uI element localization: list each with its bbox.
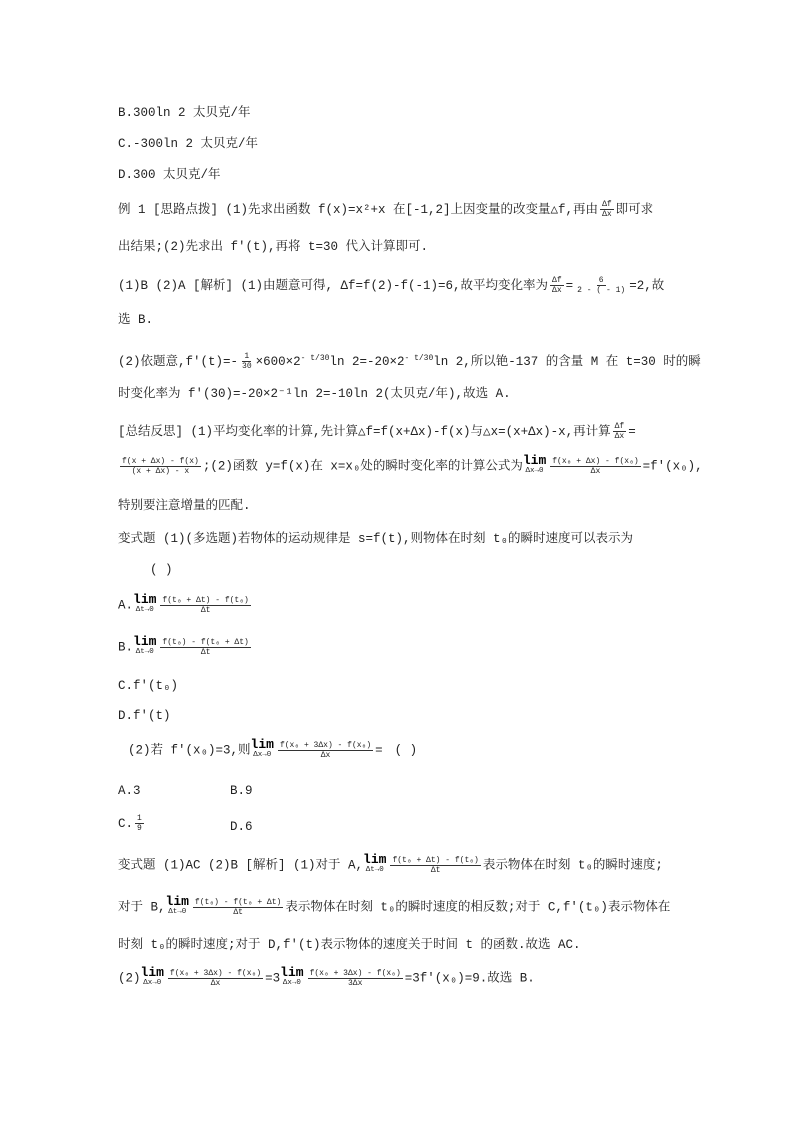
variant-answer-line2: 对于 B, lim Δt→0 $\frac{\text{f(t₀) - f(t₀ + Δt)}}{\Delta t}$ 表示物体在时刻 t₀的瞬时速度的相反数;对于 C,f'(t₀)表示物体在 xyxy=(118,894,671,917)
limit: lim Δt→0 xyxy=(165,894,189,916)
limit: lim Δx→0 xyxy=(522,453,547,475)
variant-question2: (2)若 f'(x₀)=3,则 lim Δx→0 $\frac{\text{f(x₀ + 3Δx) - f(x₀)}}{\Delta x}$ = ( ) xyxy=(128,737,418,760)
example1-solution-line1: (1)B (2)A [解析] (1)由题意可得, Δf=f(2)-f(-1)=6,故平均变化率为 $\frac{\Delta f}{\Delta x}$ = $\frac{6}{2 - ( - 1)}$ =2,故 xyxy=(118,276,665,295)
variant-question1: 变式题 (1)(多选题)若物体的运动规律是 s=f(t),则物体在时刻 t₀的瞬时速度可以表示为 xyxy=(118,532,634,546)
fraction: $\frac{\text{f(x₀ + 3Δx) - f(x₀)}}{\Delta x}$ xyxy=(279,740,372,760)
summary-line1: [总结反思] (1)平均变化率的计算,先计算△f=f(x+Δx)-f(x)与△x=(x+Δx)-x,再计算 $\frac{\Delta f}{\Delta x}$ = xyxy=(118,422,636,441)
summary-line3: 特别要注意增量的匹配. xyxy=(118,499,251,513)
variant-answer-line3: 时刻 t₀的瞬时速度;对于 D,f'(t)表示物体的速度关于时间 t 的函数.故选 AC. xyxy=(118,938,581,952)
limit: lim Δt→0 xyxy=(133,634,157,656)
fraction: $\frac{\text{f(x₀ + Δx) - f(x₀)}}{\Delta x}$ xyxy=(552,456,639,476)
variant-option-b2: B.9 xyxy=(230,784,253,798)
variant-option-a2: A.3 xyxy=(118,784,141,798)
fraction: $\frac{\text{f(t₀ + Δt) - f(t₀)}}{\Delta t}$ xyxy=(392,855,479,875)
option-c: C.-300ln 2 太贝克/年 xyxy=(118,137,259,151)
variant-option-c: C.f'(t₀) xyxy=(118,679,179,693)
limit: lim Δx→0 xyxy=(140,965,164,987)
answer-paren: ( ) xyxy=(150,563,173,577)
option-d: D.300 太贝克/年 xyxy=(118,168,221,182)
summary-line2: $\frac{f(x + \Delta x) - f(x)}{(x + \Delta x) - x}$ ;(2)函数 y=f(x)在 x=x₀处的瞬时变化率的计算公式为 lim Δx→0 $\frac{\text{f(x₀ + Δx) - f(x₀)}}{\Delta x}$ =f'(x₀), xyxy=(122,453,703,476)
fraction: $\frac{f(x + \Delta x) - f(x)}{(x + \Delta x) - x}$ xyxy=(122,456,199,476)
example1-solution-line4: 时变化率为 f'(30)=-20×2⁻¹ln 2=-10ln 2(太贝克/年),故选 A. xyxy=(118,387,511,401)
fraction: $\frac{1}{30}$ xyxy=(242,352,252,372)
variant-answer-line1: 变式题 (1)AC (2)B [解析] (1)对于 A, lim Δt→0 $\frac{\text{f(t₀ + Δt) - f(t₀)}}{\Delta t}$ 表示物体在时刻 t₀的瞬时速度; xyxy=(118,852,663,875)
limit: lim Δt→0 xyxy=(133,592,157,614)
option-b: B.300ln 2 太贝克/年 xyxy=(118,106,251,120)
fraction: $\frac{\text{f(t₀ + Δt) - f(t₀)}}{\Delta t}$ xyxy=(162,595,249,615)
example1-solution-line2: 选 B. xyxy=(118,313,154,327)
fraction: $\frac{\Delta f}{\Delta x}$ xyxy=(552,276,562,295)
variant-option-b: B. lim Δt→0 $\frac{\text{f(t₀) - f(t₀ + Δt)}}{\Delta t}$ xyxy=(118,634,249,657)
fraction: $\frac{\text{f(t₀) - f(t₀ + Δt)}}{\Delta t}$ xyxy=(162,637,249,657)
fraction: $\frac{\Delta f}{\Delta x}$ xyxy=(602,200,612,219)
example1-line1: 例 1 [思路点拨] (1)先求出函数 f(x)=x²+x 在[-1,2]上因变量的改变量△f,再由 $\frac{\Delta f}{\Delta x}$ 即可求 xyxy=(118,200,654,219)
fraction: $\frac{\text{f(x₀ + 3Δx) - f(x₀)}}{3\Delta x}$ xyxy=(309,968,401,988)
fraction: $\frac{\Delta f}{\Delta x}$ xyxy=(614,422,625,441)
fraction: $\frac{6}{2 - ( - 1)}$ xyxy=(577,276,626,295)
variant-option-c2: C. $\frac{1}{9}$ xyxy=(118,814,142,833)
variant-option-a: A. lim Δt→0 $\frac{\text{f(t₀ + Δt) - f(t₀)}}{\Delta t}$ xyxy=(118,592,249,615)
limit: lim Δx→0 xyxy=(280,965,304,987)
variant-answer-line4: (2) lim Δx→0 $\frac{\text{f(x₀ + 3Δx) - f(x₀)}}{\Delta x}$ =3 lim Δx→0 $\frac{\text{f(x₀ + 3Δx) - f(x₀)}}{3\Delta x}$ =3f'(x₀)=9.故选 B. xyxy=(118,965,535,988)
fraction: $\frac{\text{f(t₀) - f(t₀ + Δt)}}{\Delta t}$ xyxy=(194,897,282,917)
variant-option-d2: D.6 xyxy=(230,820,253,834)
example1-solution-line3: (2)依题意,f'(t)=- $\frac{1}{30}$ $\times 600\times 2^{- t/30}\ln$ $2=-20\times 2^{- t/30}\ln$ 2,所以铯-137 的含量 M 在 t=30 时的瞬 xyxy=(118,352,701,372)
limit: lim Δt→0 xyxy=(363,852,387,874)
example1-line2: 出结果;(2)先求出 f'(t),再将 t=30 代入计算即可. xyxy=(118,240,429,254)
fraction: $\frac{1}{9}$ xyxy=(137,814,142,833)
fraction: $\frac{\text{f(x₀ + 3Δx) - f(x₀)}}{\Delta x}$ xyxy=(169,968,262,988)
variant-option-d: D.f'(t) xyxy=(118,709,171,723)
answer-paren: ( ) xyxy=(394,743,418,758)
limit: lim Δx→0 xyxy=(250,737,274,759)
